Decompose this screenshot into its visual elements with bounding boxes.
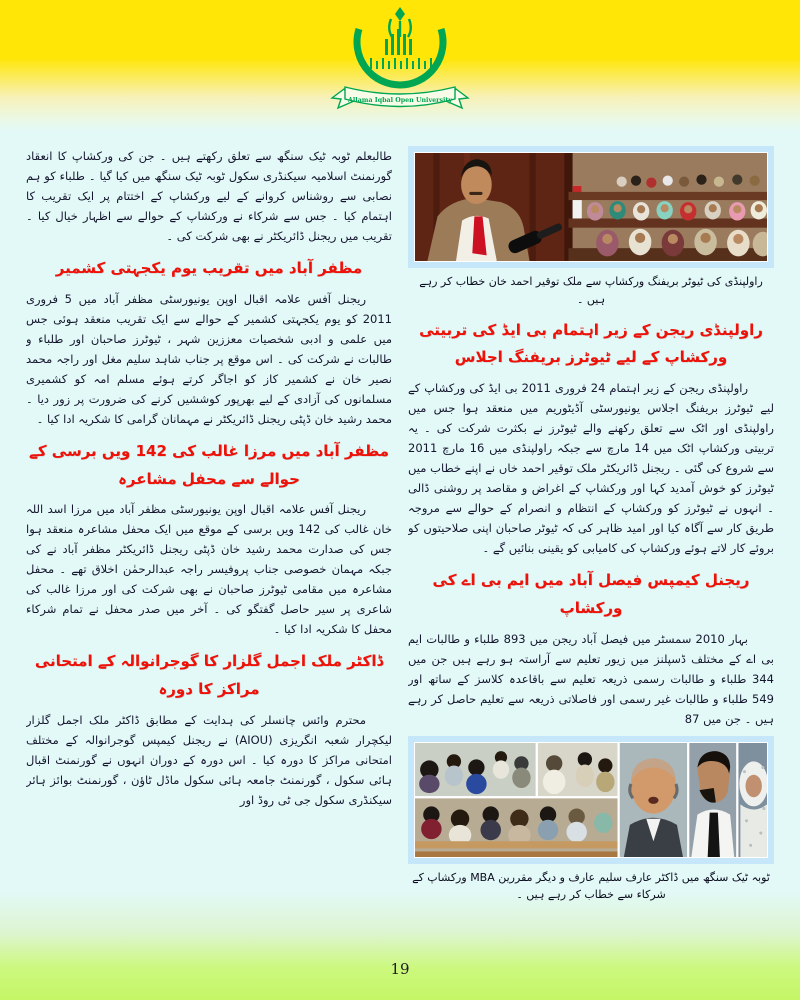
- article-paragraph: طالبعلم ٹوبہ ٹیک سنگھ سے تعلق رکھتے ہیں ۔ جن کی ورکشاپ کا انعقاد گورنمنٹ اسلامیہ سیکنڈری سکول ٹوبہ ٹیک سنگھ میں کیا گیا ۔ طلباء کو ہم نصابی سے روشناس کروانے کے لیے ورکشاپ کے اختتام پر ایک تقریب کا اہتمام کیا ۔ جس سے شرکاء نے ورکشاپ کے حوالے سے اظہار خیال کیا ۔ تقریب میں ریجنل ڈائریکٹر نے بھی شرکت کی ۔: [26, 149, 392, 243]
- aiou-logo: [324, 3, 476, 121]
- heading-exam-centers-visit: ڈاکٹر ملک اجمل گلزار کا گوجرانوالہ کے امتحانی مراکز کا دورہ: [34, 652, 384, 698]
- page-number: 19: [390, 960, 410, 978]
- photo-mba-workshop-toba-tek-singh: [408, 736, 774, 865]
- article-paragraph: ریجنل آفس علامہ اقبال اوپن یونیورسٹی مظفر آباد میں مرزا اسد اللہ خان غالب کی 142 ویں برسی کے موقع میں ایک محفل مشاعرہ منعقد ہوا جس کی صدارت محمد رشید خان ڈپٹی ریجنل ڈائریکٹر مظفر آباد نے کی جبکہ مہمان خصوصی جناب پروفیسر راجہ عبدالرحمٰن اخلاق تھے ۔ محفل مشاعرہ میں مقامی ٹیوٹرز صاحبان نے بھی شرکت کی اور مرزا غالب کی شاعری پر سیر حاصل گفتگو کی ۔ آخر میں صدر محفل نے تمام شرکاء محفل کا شکریہ ادا کیا ۔: [26, 502, 392, 637]
- aiou-crest-icon: [324, 3, 476, 117]
- heading-tutors-briefing: راولپنڈی ریجن کے زیر اہتمام بی ایڈ کی تربیتی ورکشاپ کے لیے ٹیوٹرز بریفنگ اجلاس: [419, 320, 763, 367]
- workshop-collage-photo: [415, 743, 767, 858]
- article-paragraph: ریجنل آفس علامہ اقبال اوپن یونیورسٹی مظفر آباد میں 5 فروری 2011 کو یوم یکجہتی کشمیر کے حوالے سے ایک تقریب منعقد ہوئی جس میں علمی و ادبی شخصیات معززین شہر ، ٹیوٹرز صاحبان اور طلباء و طالبات نے شرکت کی ۔ اس موقع پر جناب شاہد سلیم مغل اور راجہ محمد نصیر خان نے کشمیر کاز کو اجاگر کرتے ہوئے مسلم امہ کو کشمیری مسلمانوں کی آزادی کے لیے بھرپور کوششیں کرنے کی ضرورت پر زور دیا ۔ محمد رشید خان ڈپٹی ریجنل ڈائریکٹر نے مہمانان گرامی کا شکریہ ادا کیا ۔: [26, 291, 392, 426]
- article-paragraph: راولپنڈی ریجن کے زیر اہتمام 24 فروری 2011 بی ایڈ کی ورکشاپ کے لیے ٹیوٹرز بریفنگ اجلاس یونیورسٹی آڈیٹوریم میں منعقد ہوا جس میں راولپنڈی اور اٹک سے تعلق رکھنے والے ٹیوٹرز نے بکثرت شرکت کی ۔ یہ تربیتی ورکشاپ اٹک میں 14 مارچ سے جبکہ راولپنڈی میں 16 مارچ 2011 سے شروع کی گئی ۔ ریجنل ڈائریکٹر ملک توقیر احمد خاں نے اپنے خطاب میں ٹیوٹرز کو خوش آمدید کہا اور ورکشاپ کے اغراض و مقاصد پر روشنی ڈالی ۔ انہوں نے ٹیوٹرز کو ورکشاپ کے انتظام و انصرام کے حوالے سے مروجہ طریق کار سے آگاہ کیا اور امید ظاہر کی کہ ٹیوٹر صاحبان اپنی صلاحیتوں کو بروئے کار لاتے ہوئے ورکشاپ کی کامیابی کو یقینی بنائیں گے ۔: [408, 381, 774, 556]
- photo-tutors-briefing-rawalpindi: [408, 146, 774, 268]
- photo-caption: راولپنڈی کی ٹیوٹر بریفنگ ورکشاپ سے ملک توقیر احمد خان خطاب کر رہے ہیں ۔: [419, 275, 763, 306]
- heading-ghalib-anniversary-mushaira: مظفر آباد میں مرزا غالب کی 142 ویں برسی کے حوالے سے محفل مشاعرہ: [29, 441, 389, 488]
- article-paragraph: محترم وائس چانسلر کی ہدایت کے مطابق ڈاکٹر ملک اجمل گلزار لیکچرار شعبہ انگریزی (AIOU) نے ریجنل کیمپس گوجرانوالہ کے مختلف امتحانی مراکز کا دورہ کیا ۔ اس دورہ کے دوران انہوں نے گورنمنٹ اقبال ہائی سکول ، گورنمنٹ جامعہ ہائی سکول ماڈل ٹاؤن ، گورنمنٹ بوائز ہائر سیکنڈری سکول جی ٹی روڈ اور: [26, 712, 392, 807]
- article-paragraph: بہار 2010 سمسٹر میں فیصل آباد ریجن میں 893 طلباء و طالبات ایم بی اے کے مختلف ڈسپلنز میں زیور تعلیم سے آراستہ ہو رہے ہیں جن میں 344 طلباء و طالبات رسمی ذریعہ تعلیم سے باقاعدہ کلاسز کے ساتھ اور 549 طلباء و طالبات غیر رسمی اور فاصلاتی ذریعہ سے تعلیم حاصل کر رہے ہیں ۔ جن میں 87: [408, 631, 774, 726]
- left-column: [26, 146, 392, 912]
- heading-kashmir-day-muzaffarabad: مظفر آباد میں تقریب یوم یکجہتی کشمیر: [55, 259, 363, 277]
- two-column-layout: [26, 146, 774, 912]
- photo-caption: ٹوبہ ٹیک سنگھ میں ڈاکٹر عارف سلیم عارف و دیگر مقررین MBA ورکشاپ کے شرکاء سے خطاب کر رہے ہیں ۔: [412, 871, 770, 902]
- heading-mba-workshop-faisalabad: ریجنل کیمپس فیصل آباد میں ایم بی اے کی ورکشاپ: [432, 571, 750, 617]
- logo-banner-text: Allama Iqbal Open University: [347, 96, 453, 104]
- right-column: [408, 146, 774, 912]
- auditorium-speech-photo: [415, 153, 767, 261]
